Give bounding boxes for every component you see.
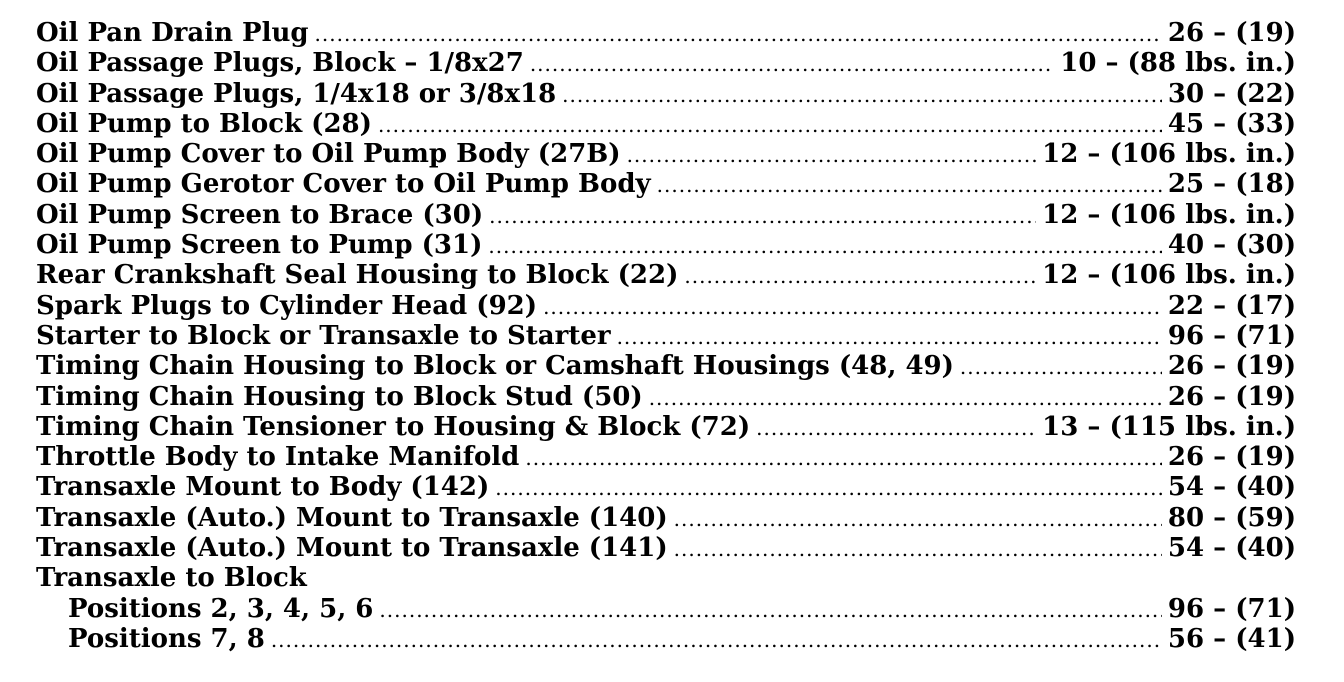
dot-leader [649,383,1162,413]
spec-label: Spark Plugs to Cylinder Head (92) [36,290,538,321]
spec-label: Oil Pan Drain Plug [36,18,309,48]
spec-label: Oil Pump Cover to Oil Pump Body (27B) [36,139,621,170]
spec-value: 40 – (30) [1167,230,1296,261]
dot-leader [379,595,1162,625]
spec-value: 30 – (22) [1167,78,1296,109]
dot-leader [495,473,1162,503]
spec-label: Oil Passage Plugs, Block – 1/8x27 [36,48,524,79]
spec-label: Starter to Block or Transaxle to Starter [36,320,611,351]
dot-leader [960,352,1162,382]
dot-leader [657,170,1162,200]
spec-value: 10 – (88 lbs. in.) [1060,48,1296,79]
dot-leader [627,140,1037,170]
spec-label: Timing Chain Tensioner to Housing & Block (72) [36,411,751,442]
spec-subrow [36,594,1296,624]
spec-label: Timing Chain Housing to Block Stud (50) [36,381,643,412]
spec-label: Transaxle (Auto.) Mount to Transaxle (140) [36,502,668,533]
dot-leader [378,110,1162,140]
spec-row [36,200,1296,230]
spec-row [36,230,1296,260]
spec-row [36,291,1296,321]
spec-row [36,18,1296,48]
spec-row [36,139,1296,169]
spec-value: 26 – (19) [1167,442,1296,473]
group-heading: Transaxle to Block [36,563,307,594]
spec-row [36,48,1296,78]
spec-row [36,533,1296,563]
dot-leader [617,322,1162,352]
spec-label: Timing Chain Housing to Block or Camshaft Housings (48, 49) [36,351,954,382]
spec-row [36,351,1296,381]
dot-leader [315,19,1162,49]
spec-label: Transaxle Mount to Body (142) [36,472,490,503]
spec-value: 26 – (19) [1167,381,1296,412]
spec-value: 54 – (40) [1167,533,1296,564]
spec-row [36,503,1296,533]
spec-value: 12 – (106 lbs. in.) [1042,139,1296,170]
dot-leader [488,231,1162,261]
dot-leader [543,292,1162,322]
spec-value: 56 – (41) [1167,623,1296,654]
dot-leader [674,504,1162,534]
spec-row [36,109,1296,139]
spec-subrow [36,624,1296,654]
spec-value: 80 – (59) [1167,502,1296,533]
spec-label: Rear Crankshaft Seal Housing to Block (22) [36,260,679,291]
dot-leader [756,413,1036,443]
spec-row [36,442,1296,472]
spec-value: 96 – (71) [1167,593,1296,624]
spec-row [36,79,1296,109]
spec-value: 12 – (106 lbs. in.) [1042,260,1296,291]
dot-leader [489,201,1036,231]
dot-leader [562,80,1162,110]
spec-value: 12 – (106 lbs. in.) [1042,199,1296,230]
spec-value: 25 – (18) [1167,169,1296,200]
spec-value: 22 – (17) [1167,290,1296,321]
spec-value: 26 – (19) [1167,18,1296,48]
dot-leader [525,443,1162,473]
spec-value: 54 – (40) [1167,472,1296,503]
spec-row [36,472,1296,502]
spec-label: Positions 7, 8 [68,623,265,654]
spec-row [36,169,1296,199]
spec-label: Positions 2, 3, 4, 5, 6 [68,593,374,624]
group-heading-row [36,563,1296,593]
spec-value: 26 – (19) [1167,351,1296,382]
torque-spec-list [36,18,1296,654]
dot-leader [674,534,1162,564]
spec-row [36,321,1296,351]
spec-row [36,260,1296,290]
dot-leader [684,261,1036,291]
spec-label: Transaxle (Auto.) Mount to Transaxle (141) [36,533,668,564]
spec-label: Oil Pump to Block (28) [36,108,372,139]
spec-value: 13 – (115 lbs. in.) [1042,411,1296,442]
spec-label: Oil Passage Plugs, 1/4x18 or 3/8x18 [36,78,557,109]
dot-leader [271,625,1162,655]
spec-value: 45 – (33) [1167,108,1296,139]
dot-leader [530,49,1054,79]
spec-value: 96 – (71) [1167,320,1296,351]
spec-row [36,382,1296,412]
spec-label: Oil Pump Screen to Pump (31) [36,230,483,261]
spec-label: Oil Pump Screen to Brace (30) [36,199,484,230]
spec-row [36,412,1296,442]
spec-label: Throttle Body to Intake Manifold [36,442,520,473]
spec-label: Oil Pump Gerotor Cover to Oil Pump Body [36,169,651,200]
